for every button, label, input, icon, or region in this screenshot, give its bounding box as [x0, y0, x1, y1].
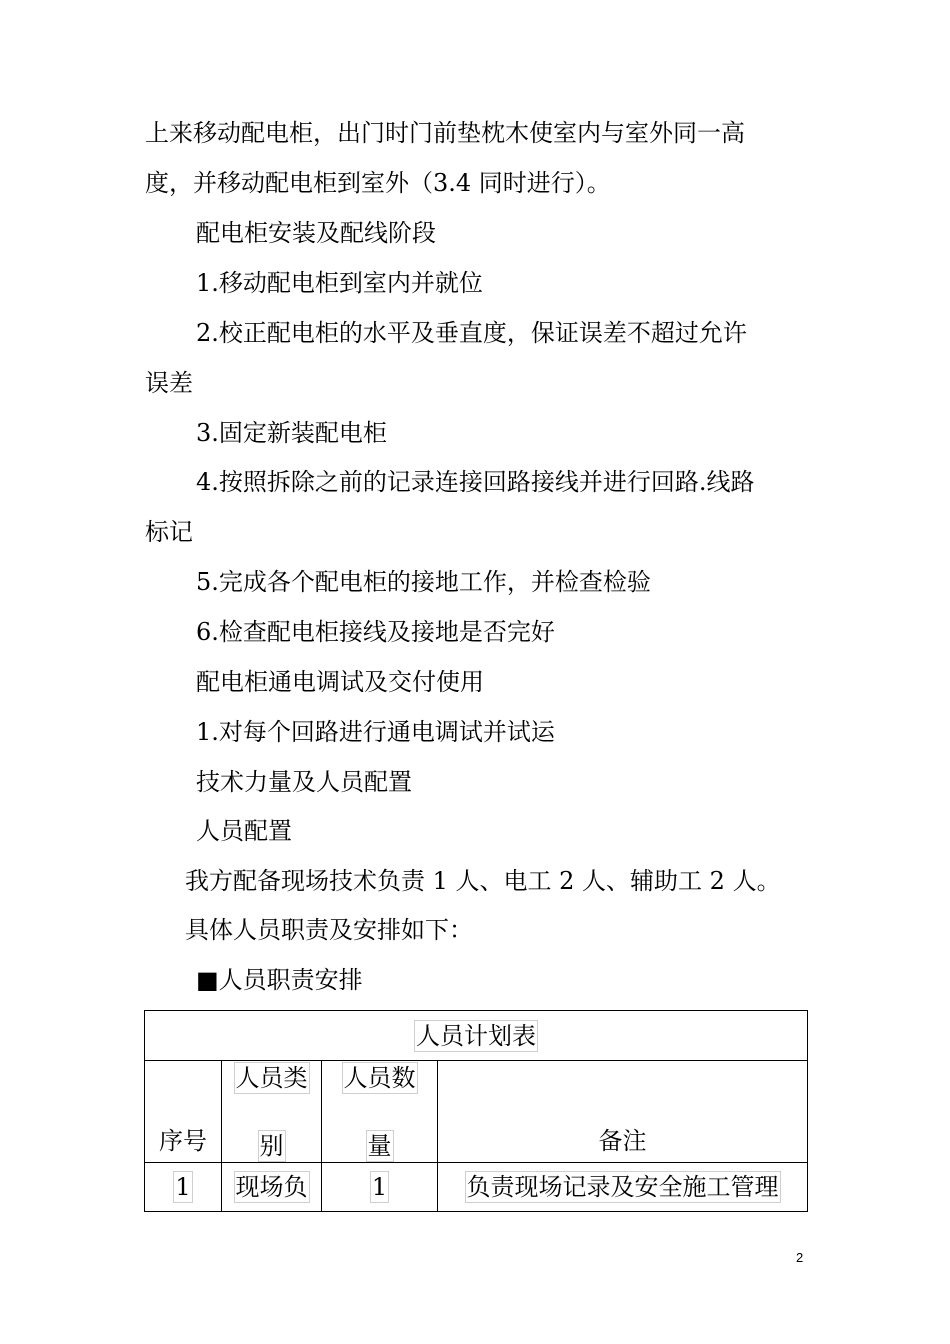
row-note: 负责现场记录及安全施工管理 [466, 1173, 779, 1201]
section-heading: 技术力量及人员配置 [196, 768, 412, 796]
list-item: 6.检查配电柜接线及接地是否完好 [196, 618, 555, 646]
table-title: 人员计划表 [416, 1021, 536, 1050]
section-heading: 配电柜安装及配线阶段 [196, 219, 436, 247]
row-type: 现场负 [235, 1173, 308, 1201]
header-type-line1: 人员类 [235, 1063, 308, 1092]
row-seq: 1 [175, 1173, 191, 1201]
row-count: 1 [371, 1173, 388, 1201]
header-note-label: 备注 [598, 1127, 647, 1155]
paragraph-line: 我方配备现场技术负责 1 人、电工 2 人、辅助工 2 人。 [185, 867, 781, 895]
header-count-line1: 人员数 [343, 1063, 416, 1092]
list-item-continuation: 标记 [145, 518, 193, 546]
table-title-cell [145, 1011, 808, 1061]
bullet-heading: ■人员职责安排 [196, 966, 363, 994]
list-item: 5.完成各个配电柜的接地工作，并检查检验 [196, 568, 651, 596]
row-note-cell [438, 1163, 808, 1212]
section-heading: 配电柜通电调试及交付使用 [196, 668, 484, 696]
staff-plan-table [144, 1010, 808, 1212]
header-type [222, 1061, 322, 1163]
row-type-cell [222, 1163, 322, 1212]
header-seq-label: 序号 [159, 1127, 207, 1155]
list-item-continuation: 误差 [145, 369, 193, 397]
table-header-row [145, 1061, 808, 1163]
header-count [322, 1061, 438, 1163]
list-item: 1.移动配电柜到室内并就位 [196, 269, 483, 297]
paragraph-line: 度，并移动配电柜到室外（3.4 同时进行）。 [145, 169, 611, 197]
list-item: 1.对每个回路进行通电调试并试运 [196, 718, 555, 746]
list-item: 2.校正配电柜的水平及垂直度，保证误差不超过允许 [196, 319, 747, 347]
section-heading: 人员配置 [196, 817, 292, 845]
table-row [145, 1163, 808, 1212]
list-item: 4.按照拆除之前的记录连接回路接线并进行回路.线路 [196, 468, 755, 496]
header-type-line2: 别 [259, 1131, 284, 1160]
paragraph-line: 上来移动配电柜，出门时门前垫枕木使室内与室外同一高 [145, 119, 745, 147]
row-seq-cell [145, 1163, 222, 1212]
header-seq [145, 1061, 222, 1163]
list-item: 3.固定新装配电柜 [196, 419, 387, 447]
row-count-cell [322, 1163, 438, 1212]
header-count-line2: 量 [367, 1131, 392, 1160]
header-note [438, 1061, 808, 1163]
table-title-row [145, 1011, 808, 1061]
paragraph-line: 具体人员职责及安排如下： [185, 916, 473, 944]
page-number: 2 [796, 1250, 804, 1265]
